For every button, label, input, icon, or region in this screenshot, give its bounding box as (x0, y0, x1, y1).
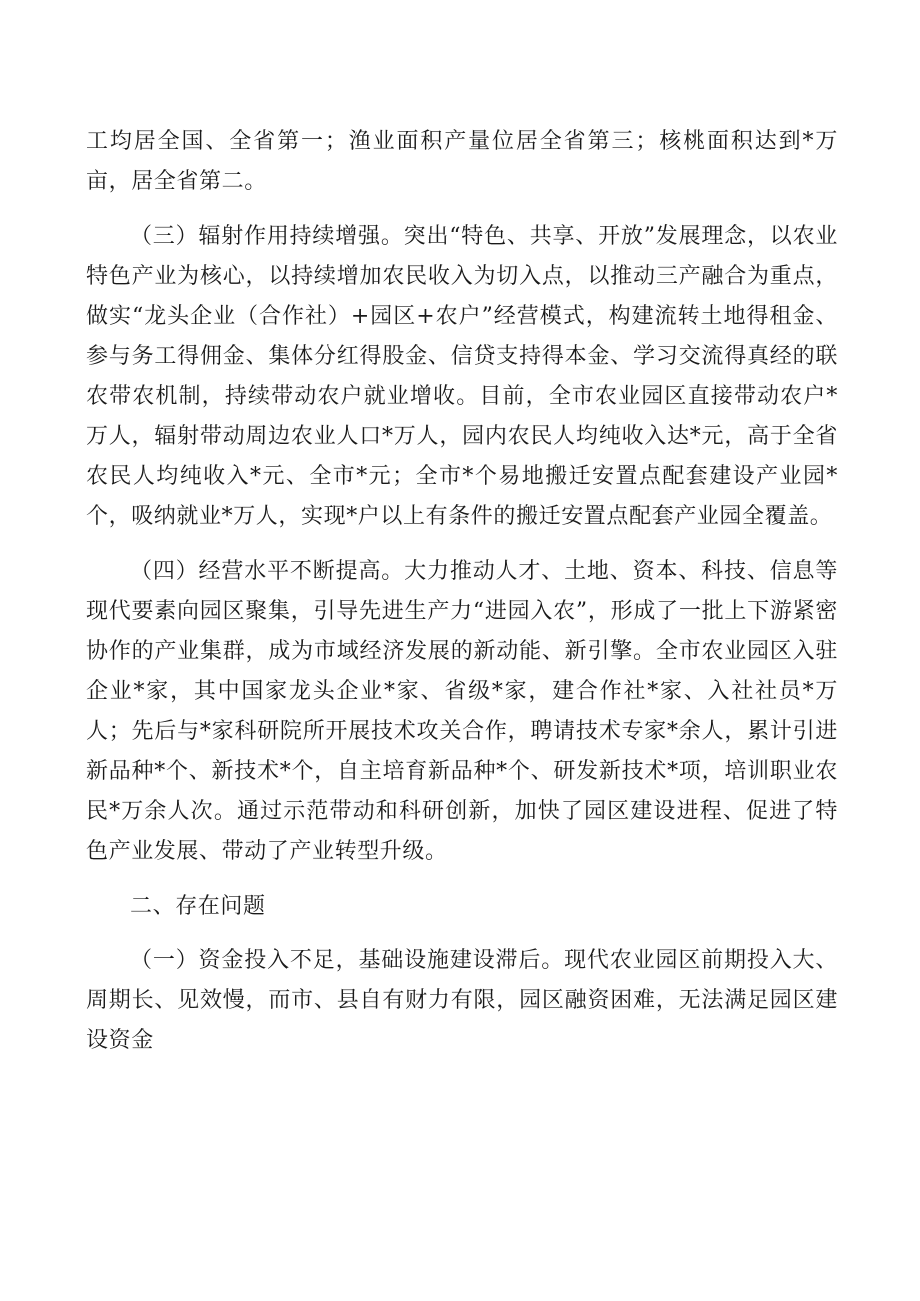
paragraph-funding-shortage: （一）资金投入不足，基础设施建设滞后。现代农业园区前期投入大、周期长、见效慢，而市、县自有财力有限，园区融资困难，无法满足园区建设资金 (86, 948, 838, 1053)
paragraph-radiation-effect: （三）辐射作用持续增强。突出“特色、共享、开放”发展理念，以农业特色产业为核心，以持续增加农民收入为切入点，以推动三产融合为重点，做实“龙头企业（合作社）+园区+农户”经营模式，构建流转土地得租金、参与务工得佣金、集体分红得股金、信贷支持得本金、学习交流得真经的联农带农机制，持续带动农户就业增收。目前，全市农业园区直接带动农户*万人，辐射带动周边农业人口*万人，园内农民人均纯收入达*元，高于全省农民人均纯收入*元、全市*元；全市*个易地搬迁安置点配套建设产业园*个，吸纳就业*万人，实现*户以上有条件的搬迁安置点配套产业园全覆盖。 (86, 224, 838, 529)
document-body (86, 122, 838, 1076)
section-heading-problems: 二、存在问题 (130, 894, 266, 919)
paragraph-management-level: （四）经营水平不断提高。大力推动人才、土地、资本、科技、信息等现代要素向园区聚集，引导先进生产力“进园入农”，形成了一批上下游紧密协作的产业集群，成为市域经济发展的新动能、新引擎。全市农业园区入驻企业*家，其中国家龙头企业*家、省级*家，建合作社*家、入社社员*万人；先后与*家科研院所开展技术攻关合作，聘请技术专家*余人，累计引进新品种*个、新技术*个，自主培育新品种*个、研发新技术*项，培训职业农民*万余人次。通过示范带动和科研创新，加快了园区建设进程、促进了特色产业发展、带动了产业转型升级。 (86, 559, 838, 864)
paragraph-continuation: 工均居全国、全省第一；渔业面积产量位居全省第三；核桃面积达到*万亩，居全省第二。 (86, 129, 838, 194)
